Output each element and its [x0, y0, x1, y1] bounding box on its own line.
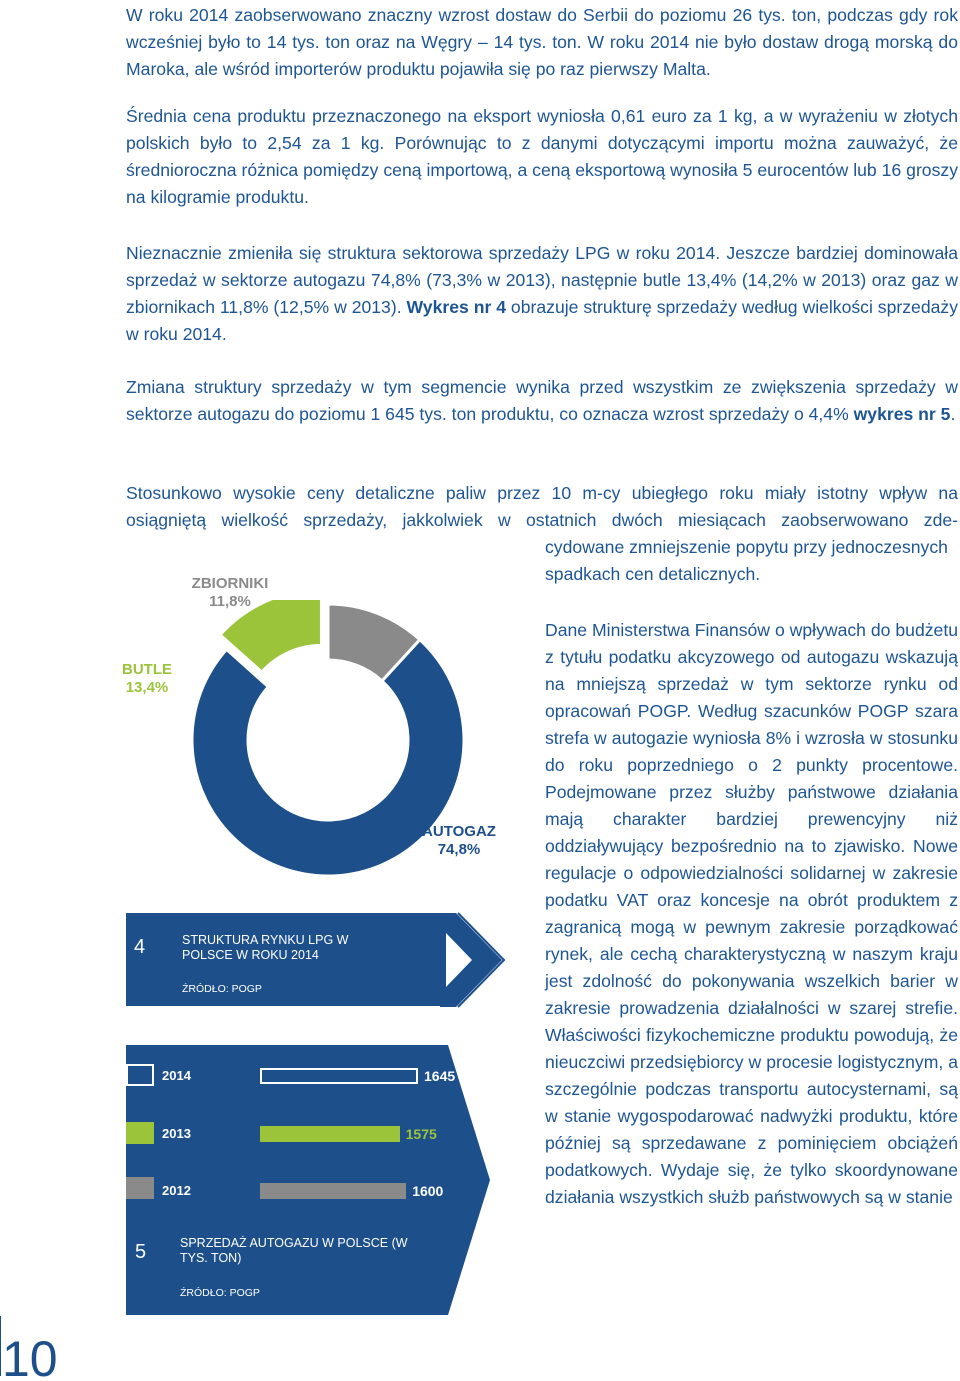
donut-label-zbiorniki — [182, 575, 278, 611]
donut-label-butle — [110, 661, 184, 697]
paragraph-autogas-growth-text-b: . — [950, 404, 956, 424]
donut-label-autogaz — [414, 823, 504, 859]
bar-value-2012: 1600 — [412, 1183, 444, 1199]
donut-label-autogaz-name: AUTOGAZ — [422, 823, 496, 840]
chart-5-number: 5 — [135, 1241, 147, 1263]
bar-2012 — [260, 1183, 406, 1199]
bar-2013 — [260, 1126, 400, 1142]
paragraph-autogas-growth-text-a: Zmiana struktury sprzedaży w tym segmencie wynika przed wszystkim ze zwiększenia sprzedaży w sektorze autogazu do poziomu 1 645 tys. ton produktu, co oznacza wzrost sprzedaży o 4,4% — [126, 377, 958, 424]
bar-value-2014: 1645 — [424, 1068, 456, 1084]
page-number-rule — [0, 1316, 1, 1376]
chart-reference-4: Wykres nr 4 — [406, 297, 507, 317]
paragraph-retail-prices: Stosunkowo wysokie ceny detaliczne paliw przez 10 m-cy ubiegłego roku miały istotny wpływ na osiągniętą wielkość sprzedaży, jakkolwiek w ostatnich dwóch miesiącach zaobserwowano zde- — [126, 483, 958, 530]
paragraph-sector-structure-text-a: Nieznacznie zmieniła się struktura sektorowa sprzedaży LPG w roku 2014. Jeszcze bardziej dominowała sprzedaż w sektorze autogazu 74,8% (73,3% w 2013), następnie butle 13,4% (14,2% w 2013) oraz gaz w zbiornikach 11,8% (12,5% w 2013). — [126, 243, 958, 317]
paragraph-retail-prices-cont: cydowane zmniejszenie popytu przy jednoczesnych spadkach cen detalicznych. — [545, 537, 948, 584]
bar-swatch-2013 — [126, 1122, 154, 1144]
donut-label-autogaz-value: 74,8% — [437, 841, 481, 858]
paragraph-sector-structure — [126, 240, 958, 348]
chart-4-caption-panel — [126, 913, 446, 1006]
donut-label-zbiorniki-name: ZBIORNIKI — [191, 575, 269, 592]
paragraph-autogas-growth — [126, 374, 958, 428]
bar-value-2013: 1575 — [405, 1126, 437, 1142]
page-number: 10 — [2, 1331, 58, 1381]
paragraph-export-serbia: W roku 2014 zaobserwowano znaczny wzrost dostaw do Serbii do poziomu 26 tys. ton, podczas gdy rok wcześniej było to 14 tys. ton oraz na Węgry – 14 tys. ton. W roku 2014 nie było dostaw drogą morską do Maroka, ale wśród importerów produktu pojawiła się po raz pierwszy Malta. — [126, 5, 958, 79]
donut-label-butle-name: BUTLE — [122, 661, 172, 678]
chart-5-title: SPRZEDAŻ AUTOGAZU W POLSCE (W TYS. TON) — [180, 1236, 408, 1265]
chart-4-title: STRUKTURA RYNKU LPG W POLSCE W ROKU 2014 — [182, 933, 349, 962]
bar-swatch-2014 — [126, 1064, 154, 1086]
chart-reference-5: wykres nr 5 — [853, 404, 951, 424]
chart-5-source: ŹRÓDŁO: POGP — [180, 1287, 260, 1299]
paragraph-sector-structure-text-b: obrazuje strukturę sprzedaży według wielkości sprzedaży w roku 2014. — [126, 297, 958, 344]
bar-2014 — [260, 1068, 418, 1084]
bar-year-2012: 2012 — [162, 1183, 191, 1198]
bar-year-2014: 2014 — [162, 1068, 191, 1083]
donut-label-zbiorniki-value: 11,8% — [209, 593, 251, 610]
donut-label-butle-value: 13,4% — [125, 679, 169, 696]
chart-4-source: ŹRÓDŁO: POGP — [182, 983, 262, 995]
bar-year-2013: 2013 — [162, 1126, 191, 1141]
bar-swatch-2012 — [126, 1177, 154, 1199]
paragraph-export-price: Średnia cena produktu przeznaczonego na eksport wyniosła 0,61 euro za 1 kg, a w wyrażeniu w złotych polskich było to 2,54 za 1 kg. Porównując to z danymi dotyczącymi importu można zauważyć, że średnioroczna różnica pomiędzy ceną importową, a ceną eksportową wynosiła 5 eurocentów lub 16 groszy na kilogramie produktu. — [126, 106, 958, 207]
chart-4-number: 4 — [134, 936, 146, 958]
chart-5-panel — [126, 1045, 446, 1315]
chart-4-arrow-decoration — [440, 895, 510, 1025]
paragraph-finance-ministry: Dane Ministerstwa Finansów o wpływach do budżetu z tytułu podatku akcyzowego od autogazu wskazują na mniejszą sprzedaż w tym sektorze rynku od opracowań POGP. Według szacunków POGP szara strefa w autogazie wyniosła 8% i wzrosła w stosunku do roku poprzedniego o 2 punkty procentowe. Podejmowane przez służby państwowe działania mają charakter bardziej prewencyjny niż oddziaływujący bezpośrednio na to zjawisko. Nowe regulacje o odpowiedzialności solidarnej w zakresie podatku VAT oraz koncesje na obrót produktem z zagranicą mogą w pewnym zakresie porządkować rynek, ale cechą charakterystyczną w naszym kraju jest zdolność do pokonywania wszelkich barier w zakresie prowadzenia działalności w szarej strefie. Właściwości fizykochemiczne produktu powodują, że nieuczciwi przedsiębiorcy w procesie logistycznym, a szczególnie podczas transportu autocysternami, są w stanie wygospodarować nadwyżki produktu, które później są sprzedawane z pominięciem obciążeń podatkowych. Wydaje się, że tylko skoordynowane działania wszystkich służb państwowych są w stanie — [545, 620, 958, 1207]
